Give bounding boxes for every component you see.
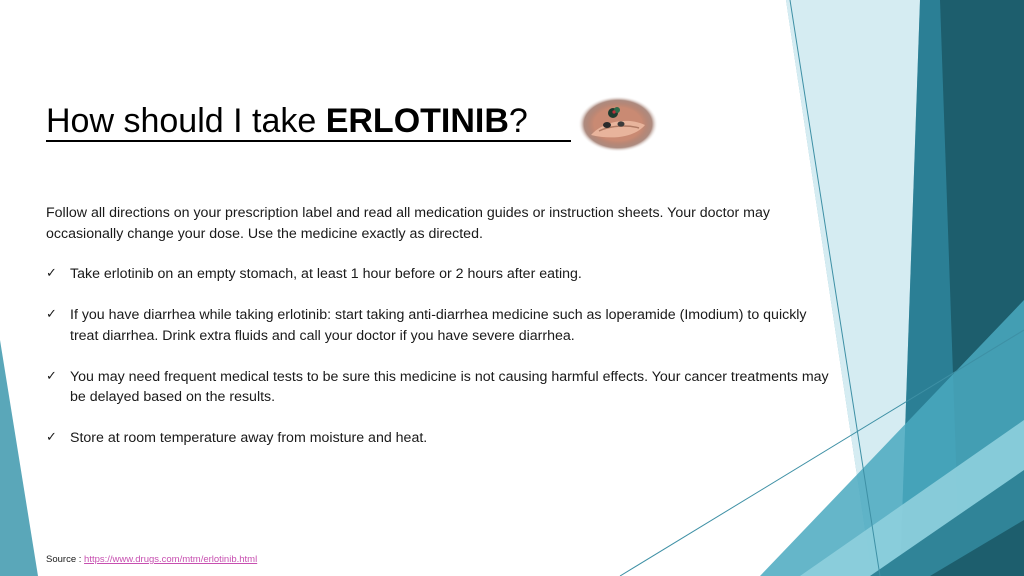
checkmark-icon: ✓ [46,430,57,445]
list-item [46,264,836,285]
title-prefix: How should I take [46,102,326,140]
left-teal-sliver [0,340,38,576]
list-item-text: If you have diarrhea while taking erlotinib: start taking anti-diarrhea medicine such as loperamide (Imodium) to quickly treat diarrhea. Drink extra fluids and call your doctor if you have severe diarrhea. [70,307,807,344]
title-suffix: ? [508,102,528,140]
list-item-text: You may need frequent medical tests to be sure this medicine is not causing harmful effects. Your cancer treatments may be delayed based on the results. [70,368,829,405]
source-link[interactable]: https://www.drugs.com/mtm/erlotinib.html [84,554,258,565]
slide-title [46,100,528,142]
intro-paragraph: Follow all directions on your prescription label and read all medication guides or instruction sheets. Your doctor may occasionally change your dose. Use the medicine exactly as directed. [46,205,770,242]
pills-in-hand-image [577,95,659,153]
title-underline [46,140,571,142]
title-drug-name: ERLOTINIB [325,102,509,140]
instruction-list [46,264,836,449]
list-item [46,305,836,346]
checkmark-icon: ✓ [46,368,57,384]
list-item [46,428,836,449]
list-item-text: Take erlotinib on an empty stomach, at least 1 hour before or 2 hours after eating. [70,266,582,282]
checkmark-icon: ✓ [46,266,57,281]
slide-content [46,203,836,469]
source-label: Source : [46,554,85,565]
source-citation [46,554,257,565]
list-item-text: Store at room temperature away from moisture and heat. [70,430,428,446]
checkmark-icon: ✓ [46,307,57,322]
list-item [46,367,836,408]
